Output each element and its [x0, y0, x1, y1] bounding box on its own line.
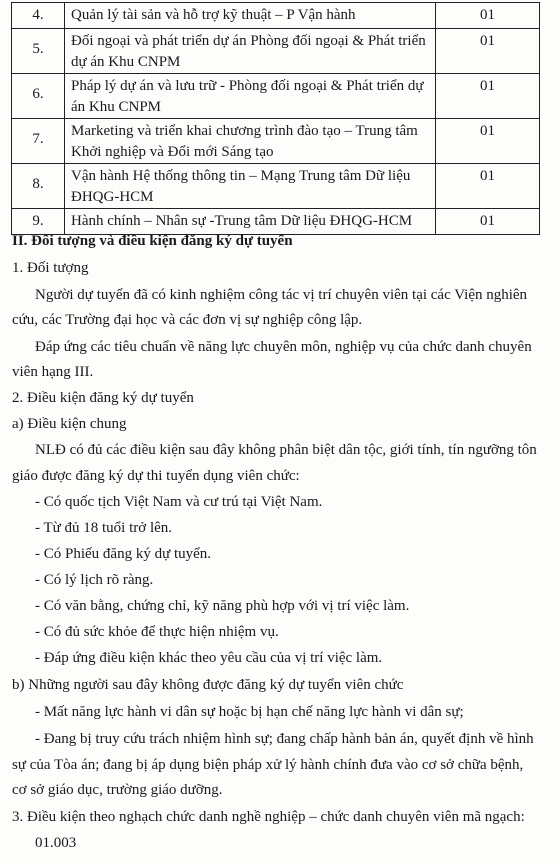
positions-table — [11, 2, 540, 235]
table-row — [12, 119, 540, 164]
position-name: Đối ngoại và phát triển dự án Phòng đối ngoại & Phát triển dự án Khu CNPM — [65, 29, 436, 74]
table-row — [12, 29, 540, 74]
paragraph-line: 01.003 — [35, 835, 77, 851]
list-item: - Từ đủ 18 tuổi trở lên. — [35, 520, 173, 536]
position-quantity: 01 — [436, 29, 540, 74]
position-quantity: 01 — [436, 74, 540, 119]
list-item: - Mất năng lực hành vi dân sự hoặc bị hạn chế năng lực hành vi dân sự; — [35, 704, 464, 720]
row-number: 6. — [32, 86, 44, 102]
subsection-title-dieu-kien-nghach: 3. Điều kiện theo nghạch chức danh nghề nghiệp – chức danh chuyên viên mã ngạch: — [12, 809, 525, 825]
position-quantity: 01 — [436, 119, 540, 164]
paragraph-line: viên hạng III. — [12, 364, 94, 380]
paragraph-line: sự của Tòa án; đang bị áp dụng biện pháp xử lý hành chính đưa vào cơ sở chữa bệnh, — [12, 757, 524, 773]
paragraph-line: NLĐ có đủ các điều kiện sau đây không phân biệt dân tộc, giới tính, tín ngưỡng tôn — [35, 442, 537, 458]
position-name: Marketing và triển khai chương trình đào tạo – Trung tâm Khởi nghiệp và Đổi mới Sáng tạo — [65, 119, 436, 164]
row-number: 4. — [32, 7, 44, 23]
list-item: - Có đủ sức khỏe để thực hiện nhiệm vụ. — [35, 624, 279, 640]
subsection-title-khong-duoc-dang-ky: b) Những người sau đây không được đăng ký dự tuyển viên chức — [12, 677, 404, 693]
table-row — [12, 74, 540, 119]
subsection-title-dieu-kien: 2. Điều kiện đăng ký dự tuyển — [12, 390, 194, 406]
list-item: - Có Phiếu đăng ký dự tuyển. — [35, 546, 212, 562]
paragraph-line: giáo được đăng ký dự thi tuyển dụng viên chức: — [12, 468, 300, 484]
subsection-title-doi-tuong: 1. Đối tượng — [12, 260, 89, 276]
position-name: Quản lý tài sản và hỗ trợ kỹ thuật – P Vận hành — [65, 3, 436, 29]
subsection-title-dieu-kien-chung: a) Điều kiện chung — [12, 416, 127, 432]
table-row — [12, 3, 540, 29]
list-item: - Có lý lịch rõ ràng. — [35, 572, 154, 588]
position-quantity: 01 — [436, 164, 540, 209]
paragraph-line: Đáp ứng các tiêu chuẩn về năng lực chuyên môn, nghiệp vụ của chức danh chuyên — [35, 339, 532, 355]
table-row — [12, 164, 540, 209]
row-number: 9. — [32, 213, 44, 229]
paragraph-line: cơ sở giáo dục, trường giáo dưỡng. — [12, 782, 223, 798]
position-quantity: 01 — [436, 3, 540, 29]
list-item: - Có quốc tịch Việt Nam và cư trú tại Việt Nam. — [35, 494, 323, 510]
paragraph-line: Người dự tuyển đã có kinh nghiệm công tác vị trí chuyên viên tại các Viện nghiên — [35, 287, 528, 303]
section-heading: II. Đối tượng và điều kiện đăng ký dự tuyển — [12, 233, 293, 249]
row-number: 8. — [32, 176, 44, 192]
list-item: - Đáp ứng điều kiện khác theo yêu cầu của vị trí việc làm. — [35, 650, 383, 666]
position-name: Pháp lý dự án và lưu trữ - Phòng đối ngoại & Phát triển dự án Khu CNPM — [65, 74, 436, 119]
position-name: Vận hành Hệ thống thông tin – Mạng Trung tâm Dữ liệu ĐHQG-HCM — [65, 164, 436, 209]
list-item: - Đang bị truy cứu trách nhiệm hình sự; đang chấp hành bản án, quyết định về hình — [35, 731, 534, 747]
position-quantity: 01 — [436, 209, 540, 235]
paragraph-line: cứu, các Trường đại học và các đơn vị sự nghiệp công lập. — [12, 312, 363, 328]
row-number: 5. — [32, 41, 44, 57]
list-item: - Có văn bằng, chứng chỉ, kỹ năng phù hợp với vị trí việc làm. — [35, 598, 410, 614]
row-number: 7. — [32, 131, 44, 147]
position-name: Hành chính – Nhân sự -Trung tâm Dữ liệu ĐHQG-HCM — [65, 209, 436, 235]
